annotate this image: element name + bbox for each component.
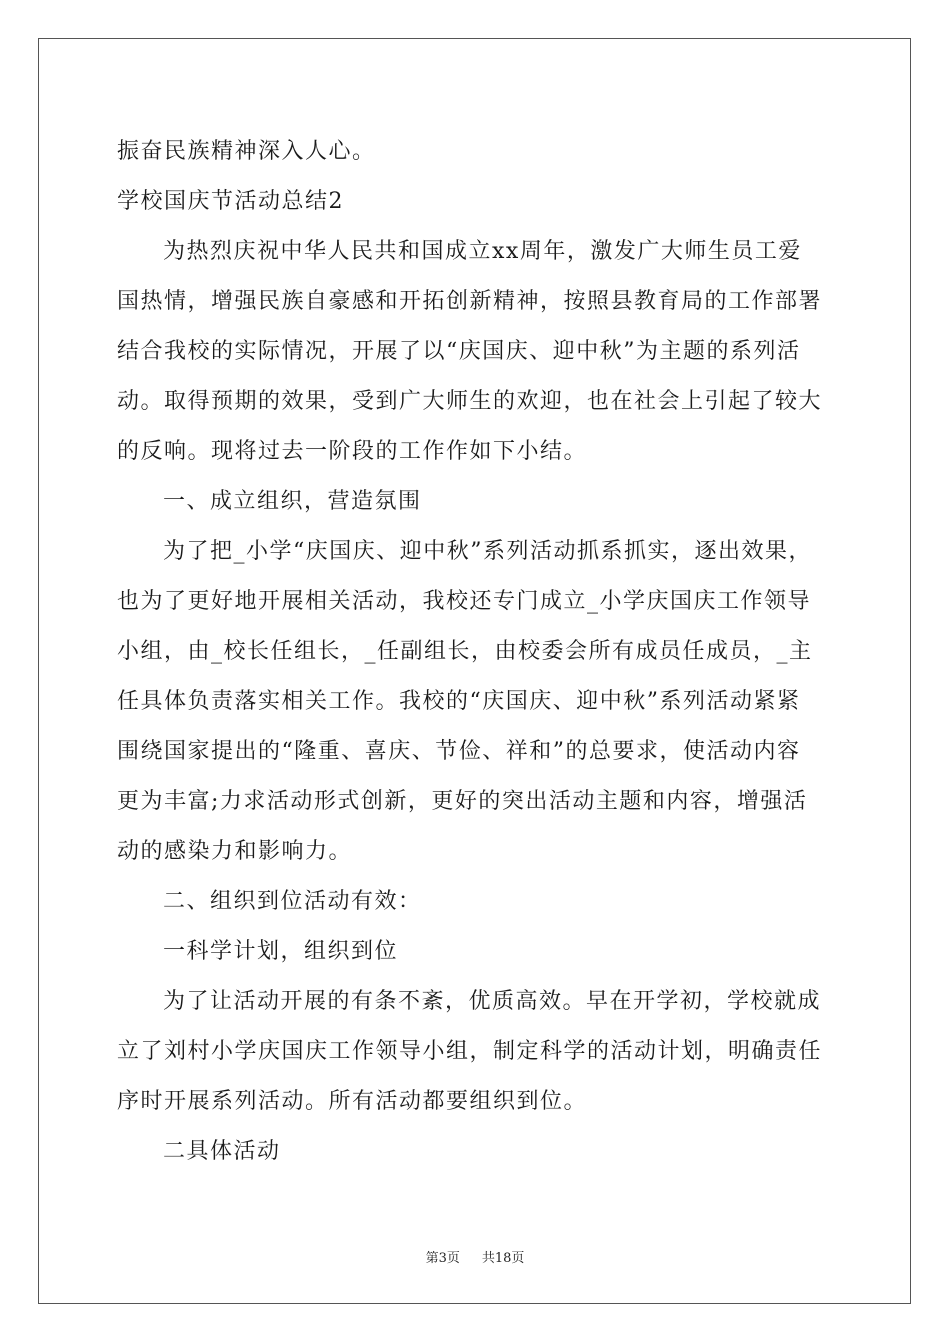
text-line: 序时开展系列活动。所有活动都要组织到位。 bbox=[117, 1089, 588, 1114]
text-line: 为了让活动开展的有条不紊，优质高效。早在开学初，学校就成 bbox=[163, 989, 822, 1014]
page-total: 共18页 bbox=[481, 1251, 525, 1266]
section-title: 学校国庆节活动总结2 bbox=[117, 189, 344, 214]
subheading: 二具体活动 bbox=[163, 1139, 281, 1164]
text-line: 结合我校的实际情况，开展了以“庆国庆、迎中秋”为主题的系列活 bbox=[117, 339, 801, 364]
subheading: 二、组织到位活动有效： bbox=[163, 889, 422, 914]
document-body bbox=[117, 127, 837, 1177]
page-number: 第3页 bbox=[425, 1251, 460, 1266]
text-line: 为热烈庆祝中华人民共和国成立xx周年，激发广大师生员工爱 bbox=[163, 239, 802, 264]
text-line: 也为了更好地开展相关活动，我校还专门成立_小学庆国庆工作领导 bbox=[117, 589, 812, 614]
text-line: 国热情，增强民族自豪感和开拓创新精神，按照县教育局的工作部署 bbox=[117, 289, 823, 314]
text-line: 动的感染力和影响力。 bbox=[117, 839, 353, 864]
text-line: 为了把_小学“庆国庆、迎中秋”系列活动抓系抓实，逐出效果， bbox=[163, 539, 812, 564]
page-footer bbox=[0, 1247, 950, 1266]
text-line: 振奋民族精神深入人心。 bbox=[117, 139, 376, 164]
text-line: 任具体负责落实相关工作。我校的“庆国庆、迎中秋”系列活动紧紧 bbox=[117, 689, 801, 714]
text-line: 的反响。现将过去一阶段的工作作如下小结。 bbox=[117, 439, 588, 464]
text-line: 小组，由_校长任组长，_任副组长，由校委会所有成员任成员，_主 bbox=[117, 639, 813, 664]
text-line: 更为丰富;力求活动形式创新，更好的突出活动主题和内容，增强活 bbox=[117, 789, 808, 814]
subheading: 一科学计划，组织到位 bbox=[163, 939, 399, 964]
text-line: 立了刘村小学庆国庆工作领导小组，制定科学的活动计划，明确责任 bbox=[117, 1039, 823, 1064]
text-line: 围绕国家提出的“隆重、喜庆、节俭、祥和”的总要求，使活动内容 bbox=[117, 739, 801, 764]
subheading: 一、成立组织，营造氛围 bbox=[163, 489, 422, 514]
text-line: 动。取得预期的效果，受到广大师生的欢迎，也在社会上引起了较大 bbox=[117, 389, 823, 414]
